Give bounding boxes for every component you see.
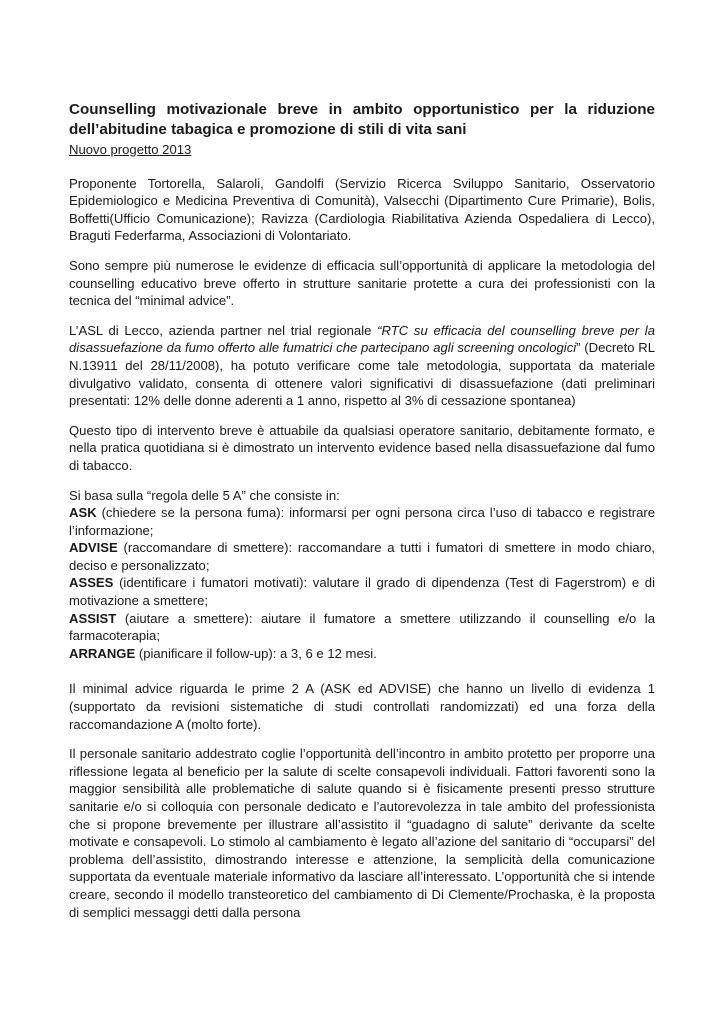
rule-asses [69, 574, 655, 609]
rule-term: ASSES [69, 575, 114, 591]
intervention-paragraph: Questo tipo di intervento breve è attuabile da qualsiasi operatore sanitario, debitamente formato, e nella pratica quotidiana si è dimostrato un intervento evidence based nella disassuefazione dal fumo di tabacco. [69, 422, 655, 473]
rule-arrange [69, 645, 655, 663]
document-page [69, 100, 655, 921]
staff-paragraph: Il personale sanitario addestrato coglie l’opportunità dell’incontro in ambito protetto per proporre una riflessione legata al beneficio per la salute di scelte consapevoli individuali. Fattori favorenti sono la maggior sensibilità alle problematiche di salute quando si è fisicamente presenti presso strutture sanitarie e/o si colloquia con personale dedicato e l’autorevolezza in tale ambito del professionista che si propone brevemente per illustrare all’assistito il “guadagno di salute” derivante da scelte motivate e consapevoli. Lo stimolo al cambiamento è legato all’azione del sanitario di “occuparsi” del problema dell’assistito, dimostrando interesse e attenzione, la semplicità della comunicazione supportata da eventuale materiale informativo da lasciare all’interessato. L’opportunità che si intende creare, secondo il modello transteoretico del cambiamento di Di Clemente/Prochaska, è la proposta di semplici messaggi detti dalla persona [69, 746, 655, 920]
document-subtitle: Nuovo progetto 2013 [69, 142, 192, 157]
rule-text: (chiedere se la persona fuma): informarsi per ogni persona circa l’uso di tabacco e registrare l’informazione; [69, 505, 655, 538]
rule-term: ASK [69, 505, 97, 521]
rule-text: (raccomandare di smettere): raccomandare a tutti i fumatori di smettere in modo chiaro, deciso e personalizzato; [69, 540, 655, 573]
rule-advise [69, 539, 655, 574]
rule-term: ADVISE [69, 540, 118, 556]
asl-trial-title: “RTC su efficacia del counselling breve per la disassuefazione da fumo offerto alle fumatrici che partecipano agli screening oncologici [69, 322, 655, 356]
proponents-paragraph: Proponente Tortorella, Salaroli, Gandolfi (Servizio Ricerca Sviluppo Sanitario, Osservatorio Epidemiologico e Medicina Preventiva di Comunità), Valsecchi (Dipartimento Cure Primarie), Bolis, Boffetti(Ufficio Comunicazione); Ravizza (Cardiologia Riabilitativa Azienda Ospedaliera di Lecco), Braguti Federfarma, Associazioni di Volontariato. [69, 175, 655, 244]
rule-term: ASSIST [69, 610, 117, 626]
rule-text: (pianificare il follow-up): a 3, 6 e 12 mesi. [135, 645, 377, 661]
asl-paragraph [69, 322, 655, 410]
evidence-paragraph: Sono sempre più numerose le evidenze di efficacia sull’opportunità di applicare la metodologia del counselling educativo breve offerto in strutture sanitarie protette a cura dei professionisti con la tecnica del “minimal advice”. [69, 257, 655, 309]
rule-text: (identificare i fumatori motivati): valutare il grado di dipendenza (Test di Fagerstrom) e di motivazione a smettere; [69, 575, 655, 609]
rule-assist [69, 610, 655, 645]
minimal-advice-paragraph: Il minimal advice riguarda le prime 2 A (ASK ed ADVISE) che hanno un livello di evidenza 1 (supportato da revisioni sistematiche di studi controllati randomizzati) ed una forza della raccomandazione A (molto forte). [69, 681, 655, 732]
rule-text: (aiutare a smettere): aiutare il fumatore a smettere utilizzando il counselling e/o la farmacoterapia; [69, 610, 655, 644]
asl-intro: L’ASL di Lecco, azienda partner nel trial regionale [69, 322, 378, 338]
rule-ask [69, 504, 655, 539]
rule-term: ARRANGE [69, 645, 136, 661]
asl-rest: ” (Decreto RL N.13911 del 28/11/2008), ha potuto verificare come tale metodologia, supportata da materiale divulgativo validato, consenta di ottenere valori significativi di disassuefazione (dati preliminari presentati: 12% delle donne aderenti a 1 anno, rispetto al 3% di cessazione spontanea) [69, 340, 655, 409]
document-title: Counselling motivazionale breve in ambito opportunistico per la riduzione dell’abitudine tabagica e promozione di stili di vita sani [69, 101, 655, 138]
five-a-rule [69, 487, 655, 663]
rule-intro: Si basa sulla “regola delle 5 A” che consiste in: [69, 487, 340, 503]
